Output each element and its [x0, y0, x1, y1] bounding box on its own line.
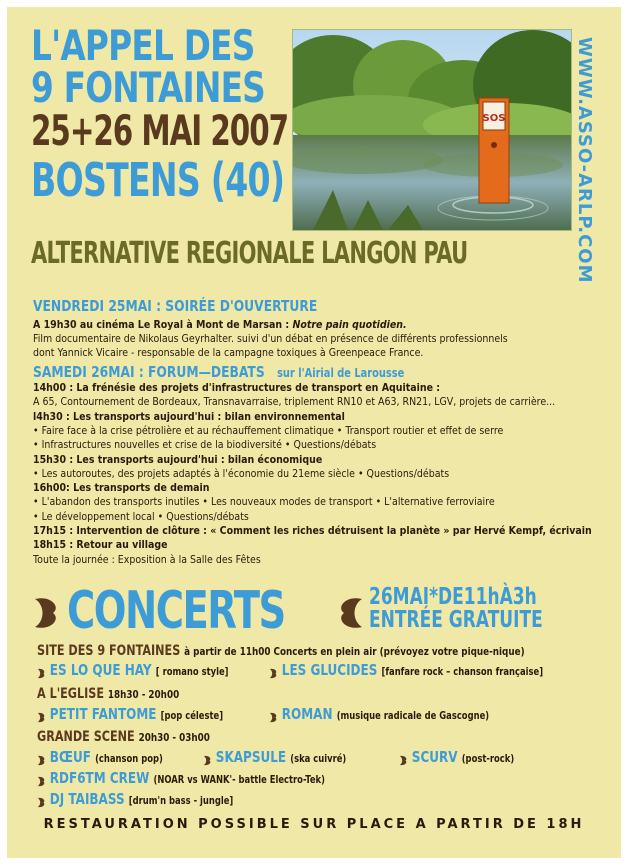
band-dj-taibass	[37, 790, 233, 808]
bullet-icon	[203, 752, 213, 763]
organizer-name: ALTERNATIVE REGIONALE LANGON PAU	[31, 236, 468, 271]
venue-note: à partir de 11h00 Concerts en plein air (prévoyez votre pique-nique)	[184, 645, 525, 658]
bullet-icon	[37, 752, 47, 763]
poster	[7, 7, 621, 858]
band-name: DJ TAIBASS	[49, 790, 125, 808]
saturday-heading: SAMEDI 26MAI : FORUM—DEBATS	[33, 363, 265, 381]
program-line: 15h30 : Les transports aujourd'hui : bilan économique	[33, 453, 323, 466]
event-dates: 25+26 MAI 2007	[31, 106, 289, 155]
band-style: [drum'n bass - jungle]	[128, 795, 234, 807]
event-place: BOSTENS (40)	[31, 153, 285, 207]
band-petit-fantome	[37, 705, 223, 723]
saturday-location: sur l'Airial de Larousse	[277, 366, 405, 380]
website-link[interactable]: WWW.ASSO-ARLP.COM	[574, 37, 595, 284]
band-boeuf	[37, 748, 163, 766]
friday-venue: A 19h30 au cinéma Le Royal à Mont de Marsan :	[33, 319, 293, 331]
friday-heading: VENDREDI 25MAI : SOIRÉE D'OUVERTURE	[33, 297, 318, 315]
band-style: [ romano style]	[155, 666, 229, 678]
program-line: 17h15 : Intervention de clôture : « Comment les riches détruisent la planète » par Hervé Kempf, écrivain	[33, 525, 592, 537]
band-name: ROMAN	[281, 705, 333, 723]
program-line: 18h15 : Retour au village	[33, 539, 168, 552]
band-name: LES GLUCIDES	[281, 661, 378, 679]
band-name: PETIT FANTOME	[49, 705, 157, 723]
band-name: SCURV	[411, 748, 458, 766]
bullet-icon	[269, 709, 279, 720]
band-style: (chanson pop)	[95, 753, 163, 765]
bullet-icon	[269, 665, 279, 676]
band-style: [fanfare rock – chanson française]	[381, 666, 544, 678]
concerts-date: 26MAI*DE11hÀ3h	[369, 584, 537, 610]
program-line: 14h00 : La frénésie des projets d'infrastructures de transport en Aquitaine :	[33, 382, 441, 394]
pond-illustration	[293, 30, 571, 230]
band-style: [pop céleste]	[160, 710, 224, 722]
venue-note: 18h30 - 20h00	[107, 688, 180, 701]
sos-sign-text: SOS	[482, 113, 506, 124]
band-skapsule	[203, 748, 346, 766]
program-line: A 65, Contournement de Bordeaux, Transnavarraise, triplement RN10 et A63, RN21, LGV, projets de carrière...	[33, 396, 556, 409]
bullet-icon	[37, 665, 47, 676]
band-name: BŒUF	[49, 748, 91, 766]
program-line: • Faire face à la crise pétrolière et au réchauffement climatique • Transport routier et effet de serre	[33, 424, 504, 437]
friday-film: Notre pain quotidien.	[292, 319, 407, 331]
program-line: • Infrastructures nouvelles et crise de la biodiversité • Questions/débats	[33, 439, 377, 452]
title-line-1: L'APPEL DES	[31, 21, 255, 70]
band-roman	[269, 705, 489, 723]
bullet-icon	[37, 709, 47, 720]
program-line: Toute la journée : Exposition à la Salle des Fêtes	[33, 553, 261, 566]
band-les-glucides	[269, 661, 543, 679]
ornament-left-icon	[31, 595, 65, 631]
title-line-2: 9 FONTAINES	[31, 63, 266, 112]
band-name: RDF6TM CREW	[49, 769, 150, 787]
band-style: (post-rock)	[461, 753, 515, 765]
program-line: • Le développement local • Questions/débats	[33, 510, 249, 523]
venue-grande-scene	[37, 729, 210, 745]
bullet-icon	[37, 794, 47, 805]
bullet-icon	[37, 773, 47, 784]
saturday-heading-row	[33, 362, 404, 381]
footer-note: RESTAURATION POSSIBLE SUR PLACE A PARTIR DE 18H	[43, 817, 585, 832]
venue-note: 20h30 - 03h00	[138, 731, 210, 744]
program-line: • L'abandon des transports inutiles • Les nouveaux modes de transport • L'alternative ferroviaire	[33, 496, 495, 509]
ornament-right-icon	[332, 595, 366, 631]
venue-name: SITE DES 9 FONTAINES	[37, 643, 181, 659]
program-line: • Les autoroutes, des projets adaptés à l'économie du 21eme siècle • Questions/débats	[33, 467, 450, 480]
program-line: l4h30 : Les transports aujourd'hui : bilan environnemental	[33, 410, 345, 423]
band-name: SKAPSULE	[215, 748, 287, 766]
venue-eglise	[37, 686, 179, 702]
friday-line-2: Film documentaire de Nikolaus Geyrhalter. suivi d'un débat en présence de différents professionnels	[33, 333, 508, 345]
venue-name: GRANDE SCENE	[37, 729, 135, 745]
concerts-title: CONCERTS	[67, 581, 285, 641]
venue-site-9-fontaines	[37, 643, 525, 659]
program-line: 16h00: Les transports de demain	[33, 482, 210, 495]
band-style: (ska cuivré)	[290, 753, 347, 765]
band-style: (musique radicale de Gascogne)	[336, 710, 490, 722]
band-es-lo-que-hay	[37, 661, 228, 679]
venue-name: A L'EGLISE	[37, 686, 104, 702]
band-style: (NOAR vs WANK'- battle Electro-Tek)	[153, 774, 325, 786]
friday-line-1	[33, 319, 407, 332]
band-rdf6tm-crew	[37, 769, 325, 787]
band-name: ES LO QUE HAY	[49, 661, 152, 679]
band-scurv	[399, 748, 514, 766]
bullet-icon	[399, 752, 409, 763]
concerts-entry: ENTRÉE GRATUITE	[369, 607, 543, 633]
friday-line-3: dont Yannick Vicaire - responsable de la campagne toxiques à Greenpeace France.	[33, 347, 424, 359]
pond-photo	[292, 29, 572, 231]
